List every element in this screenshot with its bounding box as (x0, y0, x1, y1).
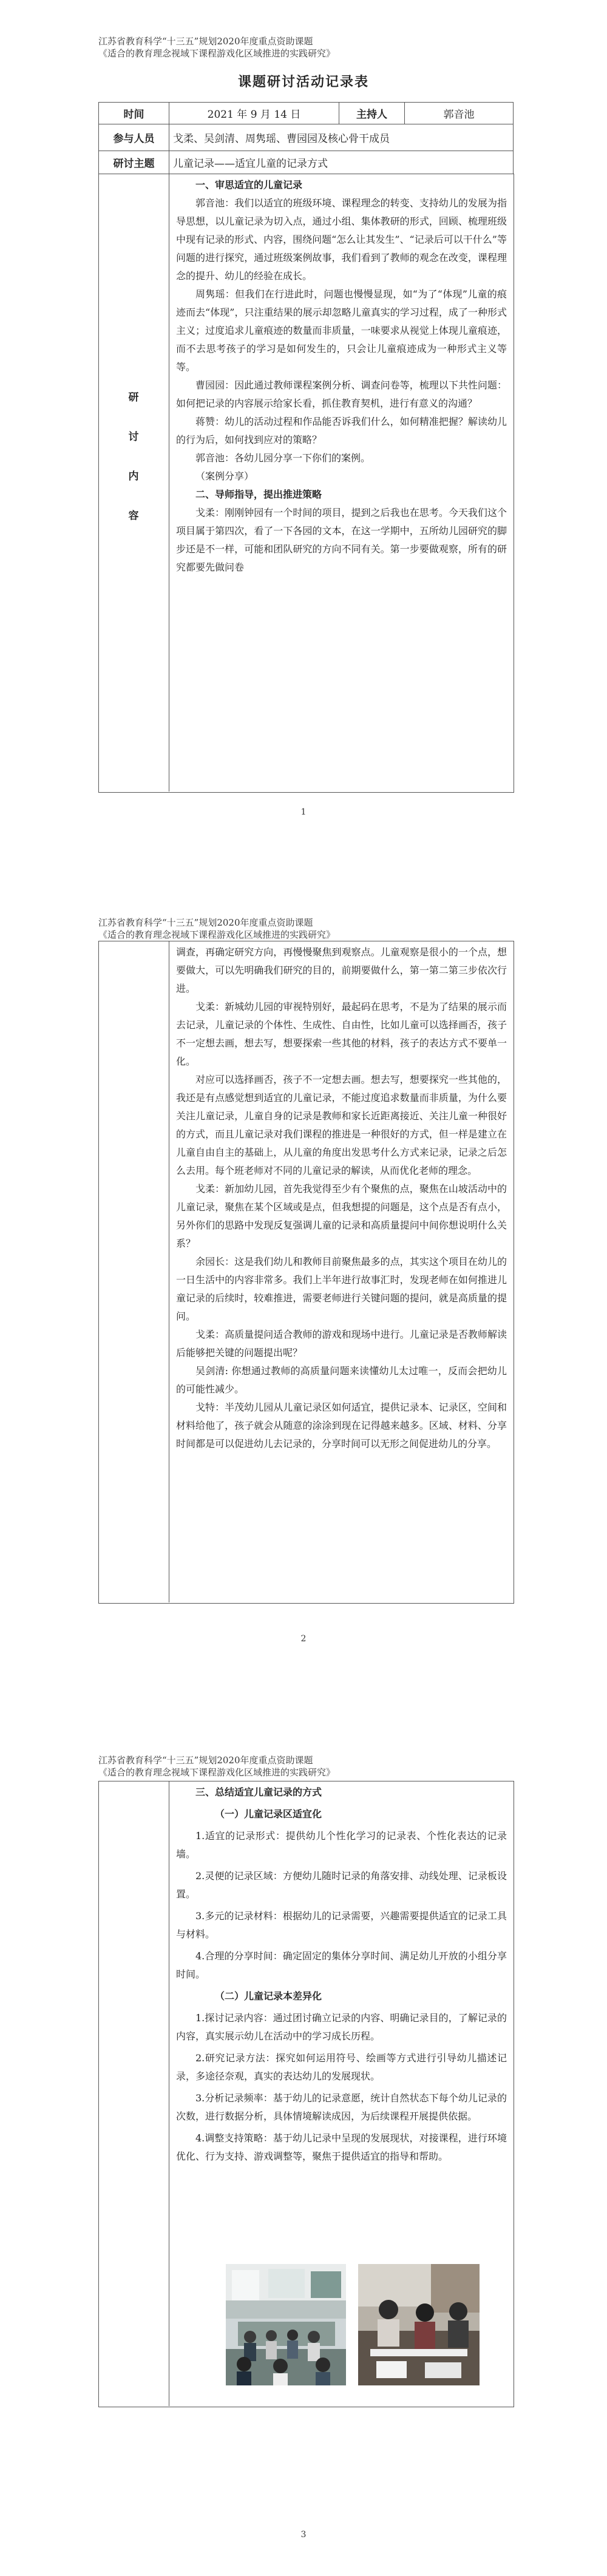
list-item: 1.适宜的记录形式：提供幼儿个性化学习的记录表、个性化表达的记录墙。 (176, 1830, 507, 1860)
paragraph: 戈柔：新加幼儿园，首先我觉得至少有个聚焦的点，聚焦在山坡活动中的儿童记录，聚焦在某个区域或是点，但我想提的问题是，这个点是否有点小，另外你们的思路中发现反复强调儿童的记录和高质量提问中间你想说明什么关系？ (176, 1183, 507, 1249)
subsection-heading: （一）儿童记录区适宜化 (215, 1808, 322, 1820)
paragraph: 对应可以选择画否，孩子不一定想去画。想去写，想要探究一些其他的，我还是有点感觉想到适宜的儿童记录，不能过度追求数量而非质量，为什么要关注儿童记录，儿童自身的记录是教师和家长近距离接近、关注儿童一种很好的方式，而且儿童记录对我们课程的推进是一种很好的方式，但一样是建立在儿童自由自主的基础上，从儿童的角度出发思考什么方式来记录，记录之后怎么去用。每个班老师对不同的儿童记录的解读，从而优化老师的理念。 (176, 1074, 507, 1176)
content-text-page-3 (176, 1783, 507, 2169)
list-item: 2.研究记录方法：探究如何运用符号、绘画等方式进行引导幼儿描述记录，多途径奈观，真实的表达幼儿的发展现状。 (176, 2052, 507, 2082)
header-line-1: 江苏省教育科学“十三五”规划2020年度重点资助课题 (98, 917, 313, 928)
header-line-1: 江苏省教育科学“十三五”规划2020年度重点资助课题 (98, 36, 313, 47)
page-header (98, 917, 335, 941)
paragraph: 周隽瑶：但我们在行进此时，问题也慢慢显现，如“为了“体现”儿童的痕迹而去“体现”，只注重结果的展示却忽略儿童真实的学习过程，成了一种形式主义；过度追求儿童痕迹的数量而非质量，一味要求从视觉上体现儿童痕迹，而不去思考孩子的学习是如何发生的，只会让儿童痕迹成为一种形式主义等等。 (176, 288, 507, 373)
paragraph: 戈柔：高质量提问适合教师的游戏和现场中进行。儿童记录是否教师解读后能够把关键的问题提出呢？ (176, 1329, 507, 1358)
page-header (98, 1754, 335, 1778)
header-line-2: 《适合的教育理念视域下课程游戏化区域推进的实践研究》 (98, 1767, 336, 1778)
page-2 (0, 850, 607, 1706)
paragraph: 蒋赞：幼儿的活动过程和作品能否诉我们什么，如何精准把握？解读幼儿的行为后，如何找到应对的策略？ (176, 416, 507, 446)
header-line-2: 《适合的教育理念视域下课程游戏化区域推进的实践研究》 (98, 48, 336, 59)
content-text-page-1 (176, 176, 507, 577)
topic-value: 儿童记录——适宜儿童的记录方式 (169, 151, 514, 174)
participants-label: 参与人员 (99, 124, 169, 151)
section-heading: 一、审思适宜的儿童记录 (195, 179, 303, 191)
section-heading: 三、总结适宜儿童记录的方式 (195, 1786, 322, 1798)
paragraph: 吴剑清: 你想通过教师的高质量问题来读懂幼儿太过唯一，反而会把幼儿的可能性减少。 (176, 1365, 507, 1395)
paragraph: 郭音池：各幼儿园分享一下你们的案例。 (195, 452, 371, 464)
paragraph: 调查，再确定研究方向，再慢慢聚焦到观察点。儿童观察是很小的一个点，想要做大，可以先明确我们研究的目的，前期要做什么，第一第二第三步依次行进。 (176, 946, 507, 994)
header-line-1: 江苏省教育科学“十三五”规划2020年度重点资助课题 (98, 1755, 313, 1766)
list-item: 3.多元的记录材料：根据幼儿的记录需要，兴趣需要提供适宜的记录工具与材料。 (176, 1910, 507, 1940)
list-item: 3.分析记录频率：基于幼儿的记录意愿，统计自然状态下每个幼儿记录的次数，进行数据分析，具体情境解读成因，为后续课程开展提供依据。 (176, 2092, 507, 2122)
meeting-photo-1 (226, 2264, 346, 2385)
paragraph: 戈柔：新城幼儿园的审视特别好，最起码在思考，不是为了结果的展示而去记录，儿童记录的个体性、生成性、自由性，比如儿童可以选择画否，孩子不一定想去画，想去写，想要探索一些其他的材料，孩子的表达方式不要单一化。 (176, 1001, 507, 1067)
participants-value: 戈柔、吴剑清、周隽瑶、曹园园及核心骨干成员 (169, 124, 514, 151)
time-label: 时间 (99, 103, 169, 124)
paragraph: （案例分享） (195, 470, 254, 482)
section-heading: 二、导师指导，提出推进策略 (195, 489, 322, 500)
page-number: 1 (300, 807, 307, 817)
host-value: 郭音池 (405, 103, 514, 124)
list-item: 4.调整支持策略：基于幼儿记录中呈现的发展现状，对接课程，进行环境优化、行为支持、游戏调整等，聚焦于提供适宜的指导和帮助。 (176, 2132, 507, 2162)
topic-label: 研讨主题 (99, 151, 169, 174)
page-number: 2 (300, 1634, 307, 1644)
page-1 (0, 0, 607, 850)
paragraph: 曹园园：因此通过教师课程案例分析、调查问卷等，梳理以下共性问题：如何把记录的内容展示给家长看，抓住教育契机，进行有意义的沟通？ (176, 379, 507, 409)
list-item: 1.探讨记录内容：通过团讨确立记录的内容、明确记录目的，了解记录的内容，真实展示幼儿在活动中的学习成长历程。 (176, 2012, 507, 2042)
paragraph: 戈柔：刚刚钟园有一个时间的项目，提到之后我也在思考。今天我们这个项目属于第四次，看了一下各园的文本，在这一学期中，五所幼儿园研究的脚步还是不一样，可能和团队研究的方向不同有关。第一步要做观察，所有的研究都要先做问卷 (176, 507, 507, 573)
subsection-heading: （二）儿童记录本差异化 (215, 1990, 322, 2002)
page-3 (0, 1706, 607, 2576)
list-item: 4.合理的分享时间：确定固定的集体分享时间、满足幼儿开放的小组分享时间。 (176, 1950, 507, 1980)
list-item: 2.灵便的记录区域：方便幼儿随时记录的角落安排、动线处理、记录板设置。 (176, 1870, 507, 1900)
page-number: 3 (300, 2530, 307, 2540)
content-label: 研 讨 内 容 (128, 391, 139, 522)
time-value: 2021 年 9 月 14 日 (169, 103, 339, 124)
content-text-page-2 (176, 943, 507, 1453)
paragraph: 戈特：半茂幼儿园从儿童记录区如何适宜，提供记录本、记录区，空间和材料给他了，孩子就会从随意的涂涂到现在记得越来越多。区域、材料、分享时间都是可以促进幼儿去记录的，分享时间可以无形之间促进幼儿的分享。 (176, 1402, 507, 1449)
paragraph: 郭音池：我们以适宜的班级环境、课程理念的转变、支持幼儿的发展为指导思想，以儿童记录为切入点，通过小组、集体教研的形式，回顾、梳理班级中现有记录的形式、内容，围绕问题“怎么让其发生”、“记录后可以干什么”等问题的进行探究，通过班级案例故事，我们看到了教师的观念在改变，课程理念的提升、幼儿的经验在成长。 (176, 197, 507, 282)
record-form (98, 102, 514, 174)
host-label: 主持人 (339, 103, 405, 124)
meeting-photo-2 (358, 2264, 480, 2385)
page-header (98, 35, 335, 59)
header-line-2: 《适合的教育理念视域下课程游戏化区域推进的实践研究》 (98, 929, 336, 940)
paragraph: 余园长：这是我们幼儿和教师目前聚焦最多的点，其实这个项目在幼儿的一日生活中的内容非常多。我们上半年进行故事汇时，发现老师在如何推进儿童记录的后续时，较难推进，需要老师进行关键问题的提问，就是高质量的提问。 (176, 1256, 507, 1322)
document-title: 课题研讨活动记录表 (237, 74, 369, 90)
